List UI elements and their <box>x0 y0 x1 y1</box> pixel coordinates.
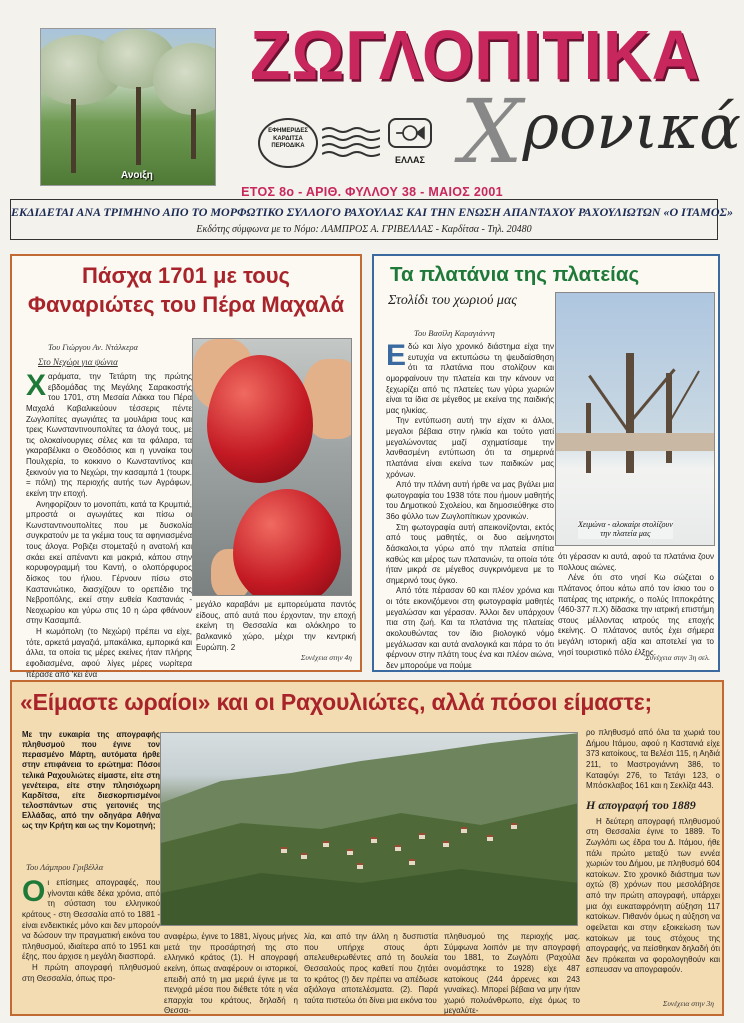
article-right-subhead: Στολίδι του χωριού μας <box>388 293 517 308</box>
article-bottom-col-2: αναφέρω, έγινε το 1881, λίγους μήνες μετά την προσάρτησή της στο ελληνικό κράτος (1). Η απογραφή εκείνη, όπως αναφέρουν οι ιστορικοί, επειδή από τη μια μεριά έγινε με τα πενιχρά μέσα που διέθετε τότε η νέα επαρχία του κράτους, δηλαδή η Θεσσα- <box>164 932 298 1016</box>
newspaper-title: ΖΩΓΛΟΠΙΤΙΚΑ <box>250 16 701 94</box>
subhead-1889: Η απογραφή του 1889 <box>586 797 696 812</box>
continued-note: Συνέχεια στην 4η <box>300 653 352 662</box>
paragraph: Την εντύπωση αυτή την είχαν κι άλλοι, μεγαλοι βέβαια στην ηλικία και τούτο γιατί μεγαλώνοντας μαζί σχηματίσαμε την λανθασμένη εντύπωση ότι τα σημερινά πλατάνια είναι εκείνα των παιδικών μας χρόνων. <box>386 416 554 479</box>
red-easter-eggs-photo <box>192 338 352 596</box>
article-bottom-col-5 <box>586 728 720 976</box>
mountain-village-photo <box>160 732 578 926</box>
post-horn-icon <box>388 118 432 148</box>
caption-line-2: την πλατεία μας <box>600 529 651 539</box>
article-right-byline: Του Βασίλη Καραγιάννη <box>414 328 495 338</box>
article-right-body-cont <box>558 552 714 658</box>
dropcap: Ε <box>386 339 407 372</box>
article-bottom-col-1 <box>22 875 160 984</box>
paragraph: αράματα, την Τετάρτη της πρώτης εβδομάδας της Μεγάλης Σαρακοστής του 1701, στη Μεσαία Λάκκα του Πέρα Μαχαλά Καβαλικεύουν τέσσερις πέντε Ζωγλοπίτες αγωγιάτες τα μουλάρια τους και τρεις Κωνσταντινουπολίτες τα άλογά τους, με τις ολοκαίνουργιες σέλες και τα φάλαρα, τα γκαραβέλικα ο Θεοδόσιος και η γυναίκα του Πουλχερία, το κοκκινο ο Κωνσταντίνος και ξεκινούν για το Νεχώρι, την κασαμπά 1 (τουρκ. = πόλη) της περιοχής αυτής των Αγράφων, εκείνη την εποχή. <box>26 372 192 498</box>
paragraph: Λένε ότι στο νησί Κω σώζεται ο πλάτανος όπου κάτω από τον ίσκιο του ο πατέρας της ιατρικής, ο πολύς Ιπποκράτης (460-377 π.Χ) δίδασκε την ιατρική επιστήμη στους μέλλοντας ιατρούς της εποχής εκείνης. Ο πλάτανος αυτός έχει σήμερα μεγάλη ιστορική αξία και αποτελεί για το νησί τουριστικό πόλο έλξης. <box>558 573 714 657</box>
article-left-byline: Του Γιώργου Αν. Ντάλκερα <box>48 342 139 352</box>
article-left-headline <box>12 262 360 319</box>
elta-post-logo <box>384 118 436 166</box>
article-right-headline: Τα πλατάνια της πλατείας <box>390 263 640 286</box>
article-bottom-intro: Με την ευκαιρία της απογραφής πληθυσμού που έγινε τον περασμένο Μάρτη, αυτόματα ήρθε στην επιφάνεια το ερώτημα: Πόσοι τελικά Ραχουλιώτες είμαστε, είτε στη γενέτειρα, είτε στην πλησιόχωρη Καρδίτσα, είτε διεσκορπισμένοι τελοσπάντων στις γειτονιές της Ελλάδας, από την οδηγάρα Αθήνα ως την Κρήτη και ως την Κομοτηνή; <box>22 730 160 831</box>
paragraph: ότι γέρασαν κι αυτά, αφού τα πλατάνια ζουν πολλους αιώνες. <box>558 552 714 572</box>
paragraph: Ανηφορίζουν το μονοπάτι, κατά τα Κρυμπιά, μπροστά οι αγωγιάτες και πίσω οι Κωνσταντινουπολίτες που με δυσκολία συγκρατούν με τα γκέμια τους τα αφηνιασμένα τους άλογα. Ροβιζει στομεταξύ η ανατολή και σκάει εκεί απέναντι και μακριά, κάπου στην κορυφογραμμή του Καντή, ο ολοπόρφυρος δίσκος του ήλιου. Γέρνουν πίσω στο Καστανιώτικο, διασχίζουν το ορεπέδιο της Νεβροπόλης, εκεί στην ευθεία Καστανιάς - Νεοχωρίου και γύρω στις 10 η ώρα φθάνουν στην Κασαμπά. <box>26 499 192 626</box>
subtitle-rest: ρονικά <box>522 90 741 163</box>
paragraph: δώ και λίγο χρονικό διάστημα είχα την ευτυχία να εκτυπώσω τη ψευδαίσθηση ότι τα πλατάνια που στολίζουν και ομορφαίνουν την πλατεία και την κάνουν να ξεχωρίζει από τις πλατείες των γύρω χωριών είναι τα ίδια σε μέγεθος με εκείνα της παιδικής μας ηλικίας. <box>386 342 554 415</box>
stamp-line-3: ΠΕΡΙΟΔΙΚΑ <box>271 143 305 149</box>
paragraph: Η πρώτη απογραφή πληθυσμού στη Θεσσαλία, όπως προ- <box>22 963 160 983</box>
subtitle-initial: Χ <box>460 80 523 183</box>
continued-note: Συνέχεια στην 3η <box>662 999 714 1008</box>
issue-line: ΕΤΟΣ 8ο - ΑΡΙΘ. ΦΥΛΛΟΥ 38 - ΜΑΙΟΣ 2001 <box>241 185 503 199</box>
headline-line-1: Πάσχα 1701 με τους <box>82 263 290 288</box>
mountain-shape <box>161 733 578 926</box>
continued-note: Συνέχεια στην 3η σελ. <box>645 653 710 662</box>
article-bottom-col-4: πληθυσμού της περιοχής μας. Σύμφωνα λοιπόν με την απογραφή του 1881, το Ζωγλόπι (Ραχούλα ονομάστηκε το 1928) είχε 487 κατοίκους (244 άρρενες και 243 γυναίκες). Μπορεί βέβαια να μην ήταν χωριό πολυάνθρωπο, είχε όμως το μεγαλύτε- <box>444 932 580 1016</box>
dropcap: Ο <box>22 875 46 908</box>
paragraph: Από τότε πέρασαν 60 και πλέον χρόνια και οι τότε εικονιζόμενοι στη φωτογραφία μαθητές μεγαλώσαν και γέρασαν. Άλλοι δεν υπάρχουν πια στη ζωή. Και τα πλατάνια της πλατείας ακολουθώντας τον ίδιο βιολογικό νόμο μεγάλωσαν και αυτά αναλογικά και πάρα το ότι φέρνουν στην πλάτη τους ένα και πλέον αιώνα, δεν μπορούμε να πούμε <box>386 586 554 670</box>
elta-label: ΕΛΛΑΣ <box>395 155 425 165</box>
article-bottom-byline: Του Λάμπρου Γριβέλλα <box>26 862 104 872</box>
paragraph: Από την πλάνη αυτή ήρθε να μας βγάλει μια φωτογραφία του 1938 τότε που ήμουν μαθητής του Δημοτικού Σχολείου, και δημοσιεύθηκε στο 36ο φύλλο των Ζωγλοπίτικων χρονικών. <box>386 480 554 521</box>
photo-caption <box>578 520 673 539</box>
photo-caption: Ανοιξη <box>121 170 153 181</box>
article-left-body <box>26 369 192 680</box>
newspaper-subtitle <box>460 80 741 183</box>
editor-line: Εκδότης σύμφωνα με το Νόμο: ΛΑΜΠΡΟΣ Α. ΓΡΙΒΕΛΛΑΣ - Καρδίτσα - Τηλ. 20480 <box>196 224 532 235</box>
stamp-line-1: ΕΦΗΜΕΡΙΔΕΣ <box>268 128 308 134</box>
headline-line-2: Φαναριώτες του Πέρα Μαχαλά <box>27 291 345 317</box>
article-left-subhead: Στο Νεχώρι για ψώνια <box>38 357 118 367</box>
caption-line-1: Χειμώνα - αλοκαίρι στολίζουν <box>578 519 673 529</box>
paragraph: ρο πληθυσμό από όλα τα χωριά του Δήμου Ιτάμου, αφού η Καστανιά είχε 373 κατοίκους, τα Βελέσι 115, η Αηδιά 211, το Μαστρογιάννη 386, το Καταφύγι 276, το Τετάγι 123, ο Μπόσκλαβος 161 και η Σεκλίζα 443. <box>586 728 720 791</box>
article-left-body-cont: μεγάλο καραβάνι με εμπορεύματα παντός είδους, από αυτά που έρχονταν, την εποχή εκείνη τη Θεσσαλία και ολόκληρο το βαλκανικό χώρο, μέχρι την κεντρική Ευρώπη. 2 <box>196 600 356 652</box>
stamp-line-2: ΚΑΡΔΙΤΣΑ <box>273 135 303 142</box>
village-square-photo <box>555 292 715 546</box>
paragraph: ι επίσημες απογραφές, που γίνονται κάθε δέκα χρόνια, από τη σύσταση του ελληνικού κράτους - στη Θεσσαλία από το 1881 - είναι ενδεικτικές μόνο και δεν μπορούν να δώσουν την πραγματική εικόνα του πληθυσμού, ιδιαίτερα από το 1951 και έξης, που άρχισε η μεγάλη διασπορά. <box>22 878 160 962</box>
paragraph: Η δεύτερη απογραφή πληθυσμού στη Θεσσαλία έγινε το 1889. Το Ζωγλόπι ως έδρα του Δ. Ιτάμου, ήθε πάλι πρώτο μεταξύ των εννέα χωριών του Δήμου, με πληθυσμό 604 κατοίκων. Στο χρονικό διάστημα των οχτώ (8) χρόνων που μεσολάβησε από την πρώτη απογραφή, υπάρχει μια όχι ευκαταφρόνητη αύξηση 117 κατοίκων. Πιθανόν όμως η αύξηση να οφείλεται και στην εξοικείωση των κατοίκων με τους στόχους της απογραφής, να πείσθηκαν δηλαδή ότι δεν πρόκειται να φορολογηθούν και εσπευσαν να απογραφούν. <box>586 816 720 975</box>
paragraph: Η κωμόπολη (το Νεχώρι) πρέπει να είχε, τότε, αρκετά μαγαζιά, μπακάλικα, εμπορικά και άλλα, τα οποία τις μέρες εκείνες ήταν πλήρης εφοδιασμένα, αφού λίγες μέρες νωρίτερα πέρασε από 'κει ένα <box>26 627 192 679</box>
publisher-line: ΕΚΔΙΔΕΤΑΙ ΑΝΑ ΤΡΙΜΗΝΟ ΑΠΟ ΤΟ ΜΟΡΦΩΤΙΚΟ ΣΥΛΛΟΓΟ ΡΑΧΟΥΛΑΣ ΚΑΙ ΤΗΝ ΕΝΩΣΗ ΑΠΑΝΤΑΧΟΥ ΡΑΧΟΥΛΙΩΤΩΝ «Ο ΙΤΑΜΟΣ» <box>11 205 733 219</box>
article-bottom-col-3: λία, και από την άλλη η δυσπιστία που υπήρχε στους άρτι απελευθερωθέντες από τη δουλεία Θεσσαλούς προς καθετί που ζητάει το κράτος (!) δεν πρέπει να απέδωσε αξιόλογα αποτελέσματα. (2). Παρά ταύτα πιστεύω ότι δίνει μια εικόνα του <box>304 932 438 1005</box>
postmark-waves-icon <box>322 124 380 158</box>
publisher-box <box>10 199 733 240</box>
paragraph: Στη φωτογραφία αυτή απεικονίζονται, εκτός από τους μαθητές, οι δυο αείμνηστοι δάσκαλοι,τα γύρω από την πλατεία σπίτια καθώς και μέρος των πλατανιών, τα οποία τότε ήταν μικρά σε μέγεθος συγκρινόμενα με το σημερινό τους όγκο. <box>386 522 554 585</box>
article-bottom-headline: «Είμαστε ωραίοι» και οι Ραχουλιώτες, αλλά πόσοι είμαστε; <box>20 689 652 715</box>
dropcap: Χ <box>26 369 47 402</box>
article-right-body <box>386 339 554 671</box>
spring-trees-photo <box>40 28 216 186</box>
postage-stamp-logo <box>258 118 318 168</box>
